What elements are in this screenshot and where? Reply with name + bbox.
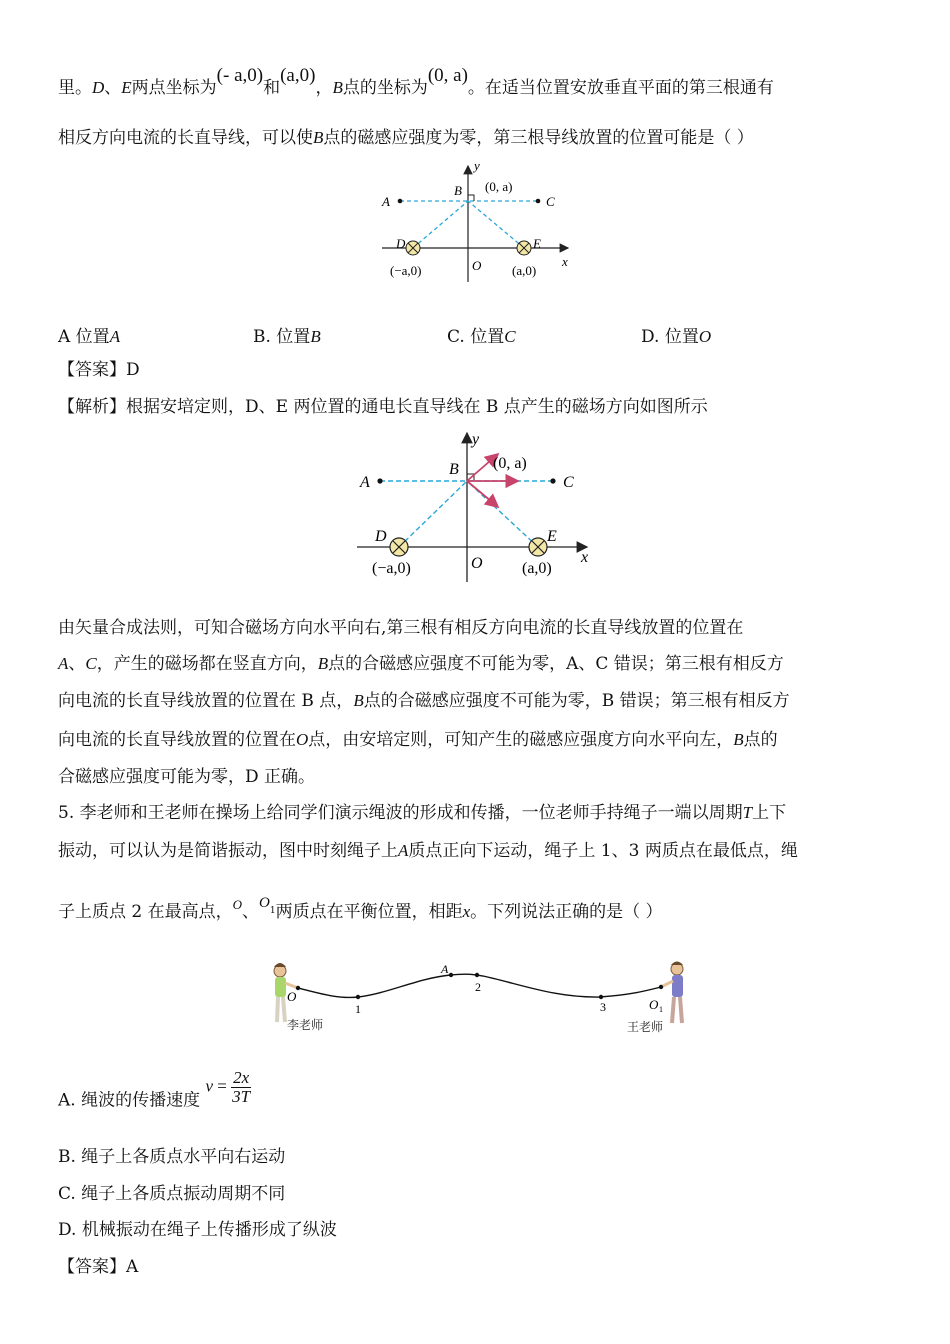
dashed-line-db	[399, 481, 467, 547]
label-coord-d: (−a,0)	[372, 560, 411, 577]
point-c	[536, 199, 541, 204]
label-b: B	[449, 461, 459, 478]
point-o1	[659, 985, 663, 989]
figure-2-field-diagram	[355, 428, 600, 588]
q5-text-line-3: 子上质点 2 在最高点，$^O$、$O_1$两质点在平衡位置，相距x。下列说法正确的是（ ）	[58, 895, 663, 922]
label-d: D	[375, 528, 387, 545]
label-x: x	[581, 549, 589, 566]
label-d: D	[396, 236, 406, 251]
label-o: O	[472, 258, 482, 273]
wire-e-icon	[517, 241, 531, 255]
coord-d: (- a,0)	[216, 65, 264, 86]
field-arrow-e	[467, 481, 498, 507]
point-o	[296, 986, 300, 990]
label-a: A	[360, 474, 370, 491]
label-o: O	[471, 555, 483, 572]
q5-option-d[interactable]: D. 机械振动在绳子上传播形成了纵波	[58, 1220, 337, 1240]
q4-text-line-1: 里。D、E两点坐标为(- a,0)和(a,0)，B点的坐标为(0, a)。在适当位置安放垂直平面的第三根通有	[58, 65, 774, 98]
label-coord-d: (−a,0)	[390, 263, 422, 278]
label-y: y	[472, 431, 480, 448]
teacher-wang-icon	[661, 962, 683, 1024]
point-a	[398, 199, 403, 204]
label-coord-b: (0, a)	[485, 179, 513, 194]
figure-3-rope-wave	[265, 955, 705, 1040]
label-e: E	[533, 236, 541, 251]
option-a[interactable]: A 位置A	[58, 327, 121, 347]
q4-expl-line-2: A、C，产生的磁场都在竖直方向，B点的合磁感应强度不可能为零，A、C 错误；第三根有相反方	[58, 654, 784, 674]
q4-text-line-2: 相反方向电流的长直导线，可以使B点的磁感应强度为零，第三根导线放置的位置可能是（ ）	[58, 128, 754, 148]
label-y: y	[474, 160, 480, 173]
point-1	[356, 995, 360, 999]
q5-text-line-1: 5. 李老师和王老师在操场上给同学们演示绳波的形成和传播，一位老师手持绳子一端以周期T上下	[58, 803, 787, 823]
coord-b: (0, a)	[427, 65, 468, 86]
point-3	[599, 995, 603, 999]
label-o1-sub: 1	[659, 1005, 663, 1014]
label-wang: 王老师	[627, 1020, 664, 1034]
label-coord-e: (a,0)	[512, 263, 537, 278]
q4-expl-line-3: 向电流的长直导线放置的位置在 B 点，B点的合磁感应强度不可能为零，B 错误；第三根有相反方	[58, 691, 790, 711]
point-2	[475, 973, 479, 977]
label-c: C	[546, 194, 555, 209]
point-c	[550, 478, 555, 483]
option-d[interactable]: D. 位置O	[641, 327, 712, 347]
point-a	[449, 973, 453, 977]
q5-option-c[interactable]: C. 绳子上各质点振动周期不同	[58, 1184, 286, 1204]
label-c: C	[563, 474, 574, 491]
label-2: 2	[475, 980, 481, 994]
q4-expl-line-1: 由矢量合成法则，可知合磁场方向水平向右,第三根有相反方向电流的长直导线放置的位置在	[58, 618, 744, 638]
label-li: 李老师	[287, 1018, 324, 1032]
option-c[interactable]: C. 位置C	[447, 327, 516, 347]
wire-e-icon	[529, 538, 547, 556]
dashed-line-eb	[468, 201, 524, 248]
label-o1: O	[649, 997, 659, 1012]
q4-analysis: 【解析】根据安培定则，D、E 两位置的通电长直导线在 B 点产生的磁场方向如图所示	[58, 397, 708, 417]
label-x: x	[562, 254, 568, 269]
label-a: A	[382, 194, 390, 209]
label-o: O	[287, 989, 297, 1004]
point-a	[377, 478, 382, 483]
q5-option-a[interactable]: A. 绳波的传播速度 v = $\frac{2x}{3T}$	[58, 1068, 251, 1111]
coord-e: (a,0)	[280, 65, 316, 86]
label-b: B	[454, 183, 462, 198]
label-a: A	[441, 962, 449, 976]
dashed-line-db	[413, 201, 468, 248]
q4-expl-line-5: 合磁感应强度可能为零，D 正确。	[58, 767, 316, 787]
label-coord-e: (a,0)	[522, 560, 552, 577]
q5-option-b[interactable]: B. 绳子上各质点水平向右运动	[58, 1147, 286, 1167]
q4-answer: 【答案】D	[58, 360, 140, 380]
option-b[interactable]: B. 位置B	[253, 327, 321, 347]
q5-text-line-2: 振动，可以认为是简谐振动，图中时刻绳子上A质点正向下运动，绳子上 1、3 两质点在最低点，绳	[58, 841, 798, 861]
figure-1-coordinate-diagram	[370, 160, 585, 286]
q4-expl-line-4: 向电流的长直导线放置的位置在O点，由安培定则，可知产生的磁感应强度方向水平向左，B点的	[58, 730, 778, 750]
wire-d-icon	[406, 241, 420, 255]
label-coord-b: (0, a)	[493, 455, 527, 472]
wire-d-icon	[390, 538, 408, 556]
label-e: E	[547, 528, 557, 545]
label-1: 1	[355, 1002, 361, 1016]
q5-answer: 【答案】A	[58, 1257, 139, 1277]
label-3: 3	[600, 1000, 606, 1014]
